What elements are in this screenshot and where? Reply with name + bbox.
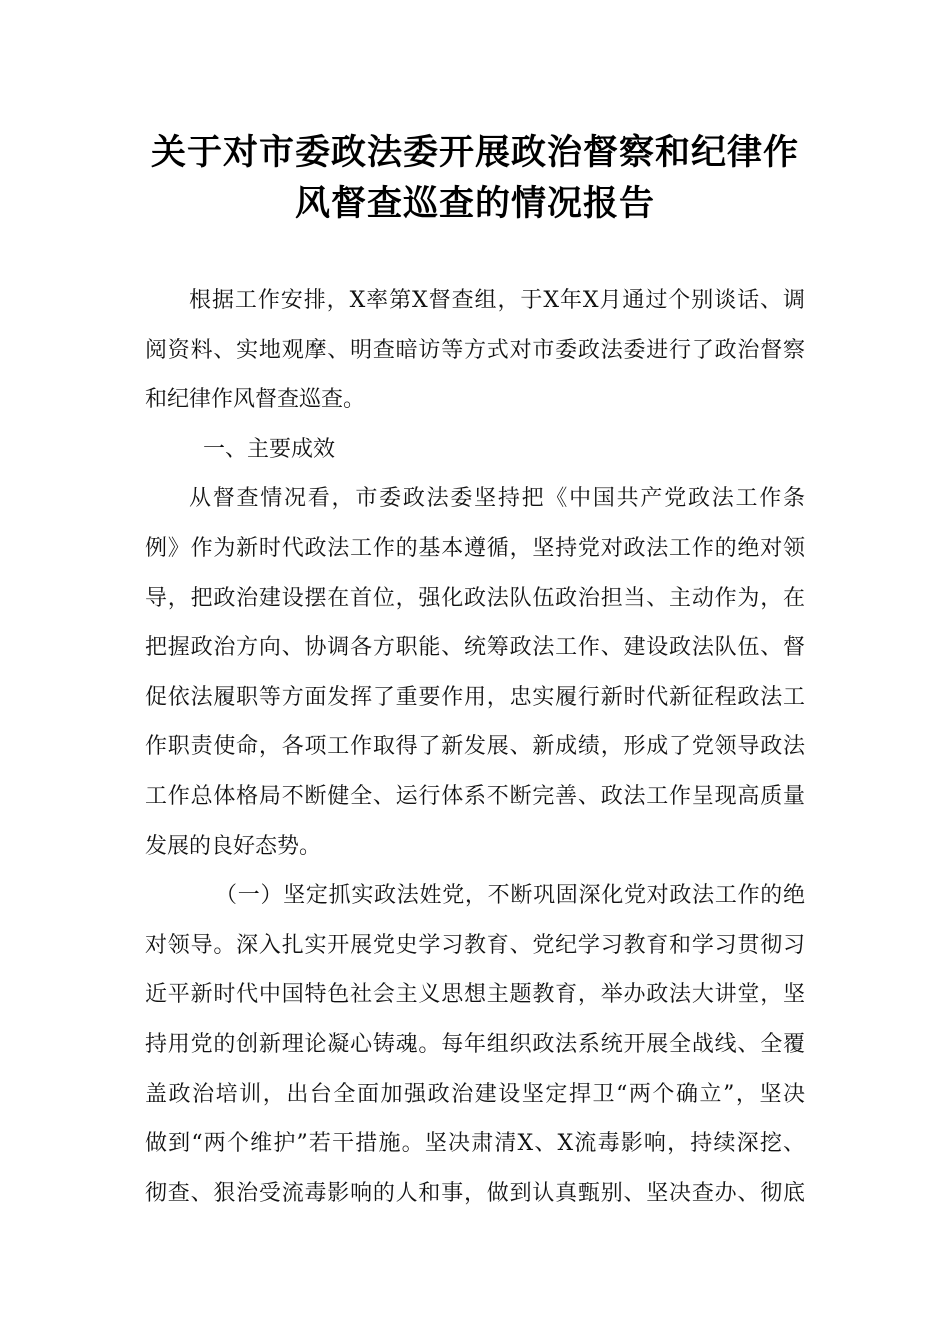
text-line: 和纪律作风督查巡查。 xyxy=(145,387,366,413)
text-line: 阅资料、实地观摩、明查暗访等方式对市委政法委进行了政治督察 xyxy=(145,337,805,363)
text-line: 根据工作安排，X率第X督查组，于X年X月通过个别谈话、调 xyxy=(189,288,805,313)
text-line: 盖政治培训，出台全面加强政治建设坚定捍卫“两个确立”，坚决 xyxy=(145,1081,805,1107)
text-line: 例》作为新时代政法工作的基本遵循，坚持党对政法工作的绝对领 xyxy=(145,535,805,561)
text-line: 对领导。深入扎实开展党史学习教育、党纪学习教育和学习贯彻习 xyxy=(145,932,805,958)
text-line: 导，把政治建设摆在首位，强化政法队伍政治担当、主动作为，在 xyxy=(145,585,805,611)
text-line: 促依法履职等方面发挥了重要作用，忠实履行新时代新征程政法工 xyxy=(145,684,805,710)
text-line: 持用党的创新理论凝心铸魂。每年组织政法系统开展全战线、全覆 xyxy=(145,1031,805,1057)
text-line: 从督查情况看，市委政法委坚持把《中国共产党政法工作条 xyxy=(189,486,805,512)
text-line: 近平新时代中国特色社会主义思想主题教育，举办政法大讲堂，坚 xyxy=(145,982,805,1008)
text-line: 把握政治方向、协调各方职能、统筹政法工作、建设政法队伍、督 xyxy=(145,635,805,661)
text-line: 作职责使命，各项工作取得了新发展、新成绩，形成了党领导政法 xyxy=(145,734,805,760)
title-line-1: 关于对市委政法委开展政治督察和纪律作 xyxy=(150,133,799,173)
section-heading-main-achievements xyxy=(145,425,805,475)
document-title xyxy=(0,128,950,230)
section-heading-text: 一、主要成效 xyxy=(203,436,336,462)
paragraph-intro xyxy=(145,276,805,425)
text-line: 做到“两个维护”若干措施。坚决肃清X、X流毒影响，持续深挖、 xyxy=(145,1131,805,1157)
text-line: 彻查、狠治受流毒影响的人和事，做到认真甄别、坚决查办、彻底 xyxy=(145,1180,805,1206)
paragraph-overview xyxy=(145,474,805,871)
text-line: 发展的良好态势。 xyxy=(145,833,322,859)
paragraph-subsection-1 xyxy=(145,871,805,1218)
subsection-heading-line: （一）坚定抓实政法姓党，不断巩固深化党对政法工作的绝 xyxy=(215,883,805,909)
title-line-2: 风督查巡查的情况报告 xyxy=(294,184,655,224)
text-line: 工作总体格局不断健全、运行体系不断完善、政法工作呈现高质量 xyxy=(145,783,805,809)
document-body xyxy=(145,276,805,1218)
